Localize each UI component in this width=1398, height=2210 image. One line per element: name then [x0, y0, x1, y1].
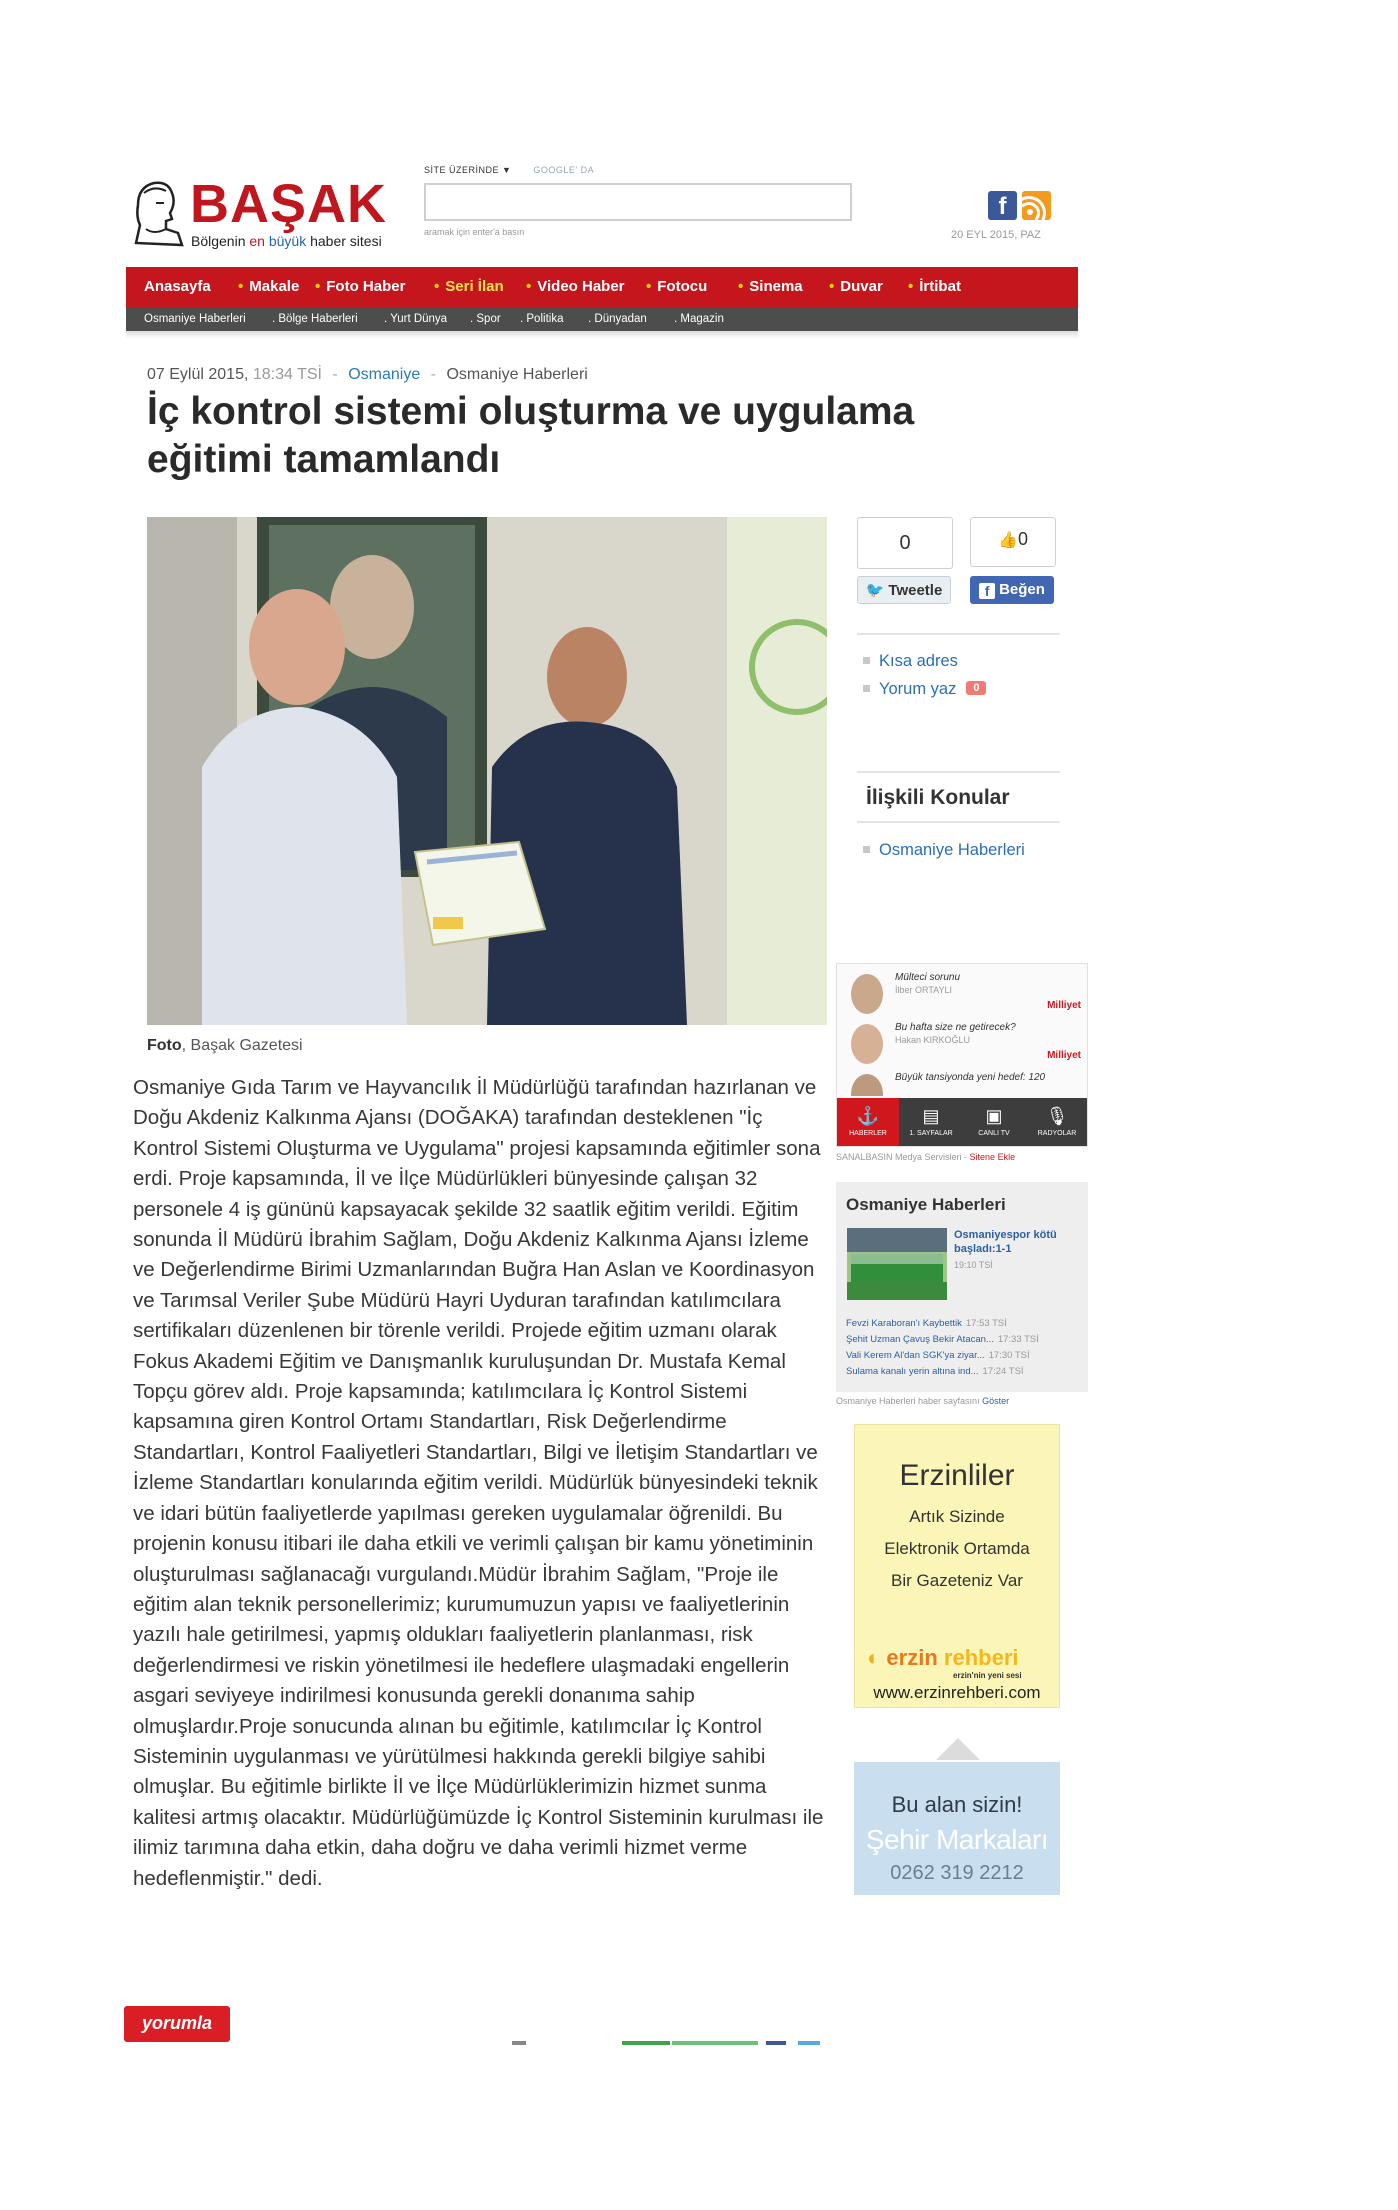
nav-item-makale[interactable]: • Makale	[238, 278, 300, 295]
osmaniye-news-item[interactable]: Fevzi Karaboran'ı Kaybettik 17:53 TSİ	[846, 1318, 1007, 1329]
widget-tab-sayfalar[interactable]: ▤ 1. SAYFALAR	[900, 1098, 962, 1147]
photo-caption: Foto, Başak Gazetesi	[147, 1037, 303, 1054]
osmaniye-news-item[interactable]: Sulama kanalı yerin altına ind... 17:24 TSİ	[846, 1366, 1024, 1377]
football-team-photo[interactable]	[847, 1228, 947, 1300]
tv-icon: ▣	[985, 1106, 1003, 1126]
widget-add-link[interactable]: Sitene Ekle	[969, 1152, 1016, 1162]
article-category-link[interactable]: Osmaniye	[348, 366, 421, 383]
like-count: 👍0	[970, 517, 1056, 567]
tweet-button[interactable]: 🐦 Tweetle	[857, 576, 951, 604]
share-bar-segment	[766, 2041, 786, 2045]
osmaniye-box-title: Osmaniye Haberleri	[846, 1195, 1006, 1214]
search-hint: aramak için enter'a basın	[424, 227, 525, 237]
search-scope-site[interactable]: SİTE ÜZERİNDE ▼	[424, 165, 512, 175]
header-date: 20 EYL 2015, PAZ	[951, 229, 1041, 241]
subnav-item-dunyadan[interactable]: . Dünyadan	[588, 313, 647, 325]
article-time: 18:34	[252, 366, 293, 383]
osmaniye-box-note: Osmaniye Haberleri haber sayfasını Göster	[836, 1396, 1010, 1406]
share-bar-segment	[798, 2041, 820, 2045]
tweet-count: 0	[857, 517, 953, 569]
widget-row[interactable]: Büyük tansiyonda yeni hedef: 120	[851, 1070, 1081, 1096]
comment-link[interactable]: Yorum yaz 0	[863, 680, 986, 699]
thumbs-up-icon: 👍	[998, 532, 1018, 549]
nav-item-duvar[interactable]: • Duvar	[829, 278, 883, 295]
subnav-item-osmaniye[interactable]: Osmaniye Haberleri	[144, 313, 246, 325]
facebook-icon: f	[979, 583, 995, 599]
widget-tab-haberler[interactable]: ⚓ HABERLER	[837, 1098, 899, 1147]
sehir-markalari-ad[interactable]: Bu alan sizin! Şehir Markaları 0262 319 2212	[854, 1762, 1060, 1895]
scroll-up-icon[interactable]	[936, 1738, 980, 1760]
osmaniye-news-item[interactable]: Vali Kerem Al'dan SGK'ya ziyar... 17:30 TSİ	[846, 1350, 1030, 1361]
widget-row[interactable]: Bu hafta size ne getirecek? Hakan KIRKOĞLU Milliyet	[851, 1020, 1081, 1070]
search-input[interactable]	[424, 183, 852, 221]
article-photo	[147, 517, 827, 1025]
osmaniye-show-link[interactable]: Göster	[982, 1396, 1010, 1406]
subnav-item-bolge[interactable]: . Bölge Haberleri	[272, 313, 358, 325]
columnist-avatar	[851, 974, 883, 1014]
news-widget	[836, 963, 1088, 1147]
subnav-item-yurt-dunya[interactable]: . Yurt Dünya	[384, 313, 448, 325]
site-logo[interactable]: BAŞAK	[190, 174, 388, 234]
divider	[857, 771, 1060, 773]
nav-item-irtibat[interactable]: • İrtibat	[908, 278, 961, 295]
article-body: Osmaniye Gıda Tarım ve Hayvancılık İl Müdürlüğü tarafından hazırlanan ve Doğu Akdeniz Kalkınma Ajansı (DOĞAKA) tarafından desteklenen "İç Kontrol Sistemi Oluşturma ve Uygulama" projesi kapsamında eğitimler sona erdi. Proje kapsamında, İl ve İlçe Müdürlükleri bünyesinde çalışan 32 personele 4 iş gününü kapsayacak şekilde 32 saatlik eğitim verildi. Eğitim sonunda İl Müdürü İbrahim Sağlam, Doğu Akdeniz Kalkınma Ajansı İzleme ve Değerlendirme Birimi Uzmanlarından Buğra Han Aslan ve Koordinasyon ve Tarımsal Veriler Şube Müdürü Hayri Uyduran tarafından katılımcılara sertifikaları düzenlenen bir törenle verildi. Projede eğitim uzmanı olarak Fokus Akademi Eğitim ve Danışmanlık kuruluşundan Dr. Mustafa Kemal Topçu görev aldı. Proje kapsamında; katılımcılara İç Kontrol Sistemi kapsamına giren Kontrol Ortamı Standartları, Risk Değerlendirme Standartları, Kontrol Faaliyetleri Standartları, Bilgi ve İletişim Standartları ve İzleme Standartları konularında eğitim verildi. Müdürlük bünyesindeki teknik ve idari bütün faaliyetlerde yapılması gereken uygulamalar öğrenildi. Bu projenin konusu itibari ile daha etkili ve verimli çalışan bir kamu yönetiminin oluşturulması sağlanacağı vurgulandı.Müdür İbrahim Sağlam, "Proje ile eğitim alan teknik personellerimiz; kurumumuzun yapısı ve faaliyetlerinin yazılı hale getirilmesi, yapmış oldukları faaliyetlerin planlanması, risk değerlendirmesi ve riskin yönetilmesi ile hedeflere ulaşmadaki engellerin asgari seviyeye indirilmesi konusunda gerekli donanıma sahip olmuşlardır.Proje sonucunda alınan bu eğitimle, katılımcılar İç Kontrol Sisteminin uygulanması ve yürütülmesi hakkında gerekli bilgiye sahibi olmuşlar. Bu eğitimle birlikte İl ve İlçe Müdürlüklerimizin hizmet sunma kalitesi artmış olacaktır. Müdürlüğümüzde İç Kontrol Sisteminin kurulması ile ilimiz tarımına daha etkin, daha doğru ve daha verimli hizmet verme hedeflenmiştir." dedi.	[133, 1076, 824, 1890]
related-topics-title: İlişkili Konular	[866, 786, 1010, 809]
widget-tabs	[837, 1098, 1088, 1147]
osmaniye-news-box	[836, 1182, 1088, 1392]
nav-shadow	[126, 331, 1078, 339]
short-url-link[interactable]: Kısa adres	[863, 652, 958, 671]
widget-tab-canli-tv[interactable]: ▣ CANLI TV	[963, 1098, 1025, 1147]
osmaniye-news-item[interactable]: Şehit Uzman Çavuş Bekir Atacan... 17:33 TSİ	[846, 1334, 1039, 1345]
sub-nav	[126, 307, 1078, 331]
nav-item-seri-ilan[interactable]: • Seri İlan	[434, 278, 504, 295]
nav-item-video-haber[interactable]: • Video Haber	[526, 278, 625, 295]
twitter-icon: 🐦	[865, 582, 885, 599]
nav-item-foto-haber[interactable]: • Foto Haber	[315, 278, 406, 295]
subnav-item-spor[interactable]: . Spor	[470, 313, 501, 325]
newspaper-icon: ▤	[922, 1106, 940, 1126]
columnist-avatar	[851, 1074, 883, 1096]
divider	[857, 633, 1060, 635]
site-tagline: Bölgenin en büyük haber sitesi	[191, 233, 382, 249]
share-bar-segment	[672, 2041, 758, 2045]
subnav-item-magazin[interactable]: . Magazin	[674, 313, 724, 325]
comment-button[interactable]: yorumla	[124, 2006, 230, 2042]
widget-tab-radyolar[interactable]: 🎙 RADYOLAR	[1026, 1098, 1088, 1147]
article-title: İç kontrol sistemi oluşturma ve uygulama eğitimi tamamlandı	[147, 390, 915, 481]
main-nav	[126, 267, 1078, 307]
share-bar-segment	[512, 2041, 526, 2045]
comment-count-badge: 0	[966, 681, 986, 695]
article-timezone: TSİ	[297, 366, 322, 383]
microphone-icon: 🎙	[1045, 1106, 1069, 1126]
divider	[857, 821, 1060, 823]
osmaniye-lead-link[interactable]: Osmaniyespor kötü başladı:1-1	[954, 1229, 1057, 1255]
article-subcategory: Osmaniye Haberleri	[446, 366, 588, 383]
widget-row[interactable]: Mülteci sorunu İlber ORTAYLI Milliyet	[851, 970, 1081, 1020]
erzin-rehberi-logo: ◐ erzin rehberi	[867, 1645, 1019, 1670]
facebook-icon[interactable]: f	[988, 191, 1017, 220]
share-bar-segment	[622, 2041, 670, 2045]
article-meta: 07 Eylül 2015, 18:34 TSİ - Osmaniye - Osmaniye Haberleri	[147, 366, 588, 383]
ataturk-bust-logo-icon[interactable]	[126, 173, 184, 249]
search-scope-selector[interactable]	[424, 165, 594, 175]
related-topic-link[interactable]: Osmaniye Haberleri	[863, 841, 1025, 860]
nav-item-sinema[interactable]: • Sinema	[738, 278, 803, 295]
search-scope-google[interactable]: GOOGLE' DA	[533, 165, 595, 175]
subnav-item-politika[interactable]: . Politika	[520, 313, 564, 325]
columnist-avatar	[851, 1024, 883, 1064]
rss-icon[interactable]	[1022, 191, 1051, 220]
nav-item-fotocu[interactable]: • Fotocu	[646, 278, 708, 295]
anchor-icon: ⚓	[856, 1106, 880, 1126]
widget-note: SANALBASIN Medya Servisleri - Sitene Ekle	[836, 1152, 1016, 1162]
article-date: 07 Eylül 2015,	[147, 366, 249, 383]
like-button[interactable]: f Beğen	[970, 576, 1054, 604]
nav-item-anasayfa[interactable]: Anasayfa	[144, 278, 211, 295]
osmaniye-lead-time: 19:10 TSİ	[954, 1260, 993, 1270]
erzin-rehberi-ad[interactable]: Erzinliler Artık Sizinde Elektronik Ortamda Bir Gazeteniz Var ◐ erzin rehberi erzin'nin yeni sesi www.erzinrehberi.com	[854, 1424, 1060, 1708]
